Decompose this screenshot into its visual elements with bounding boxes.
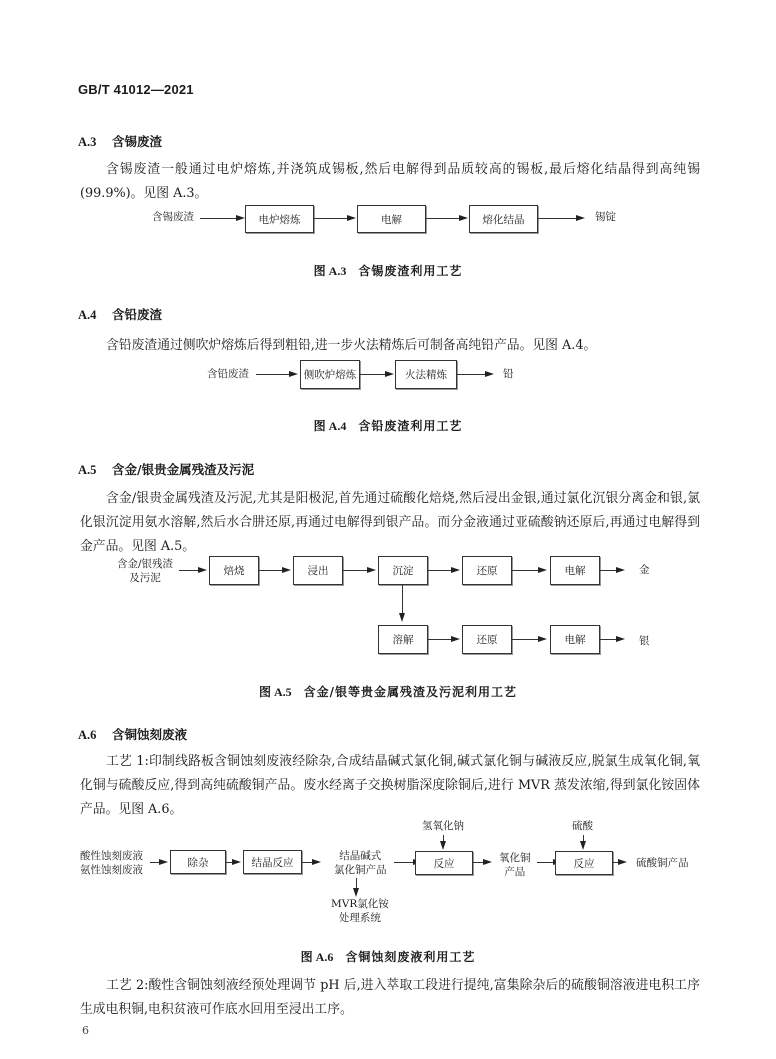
arrow-right-icon	[538, 567, 547, 573]
arrow-down-icon	[353, 888, 359, 897]
intermediate-line-1: 氧化铜	[499, 852, 531, 864]
arrow-right-icon	[159, 859, 168, 865]
input-line-1: 含金/银残渣	[117, 558, 174, 570]
figure-a6-intermediate-2	[499, 851, 531, 879]
figure-a4-input: 含铅废渣	[207, 368, 249, 380]
arrow-down-icon	[580, 841, 586, 850]
figure-a6-input	[80, 849, 143, 877]
figure-a6-step-1: 除杂	[170, 850, 226, 874]
arrow-right-icon	[367, 567, 376, 573]
arrow-right-icon	[198, 567, 207, 573]
arrow-line	[394, 862, 414, 863]
section-heading-a5	[78, 460, 254, 478]
section-a4-paragraph: 含铅废渣通过侧吹炉熔炼后得到粗铅,进一步火法精炼后可制备高纯铅产品。见图 A.4。	[106, 338, 597, 353]
section-number: A.3	[78, 135, 97, 149]
figure-a6-step-3: 反应	[415, 851, 473, 875]
arrow-line	[511, 639, 539, 640]
figure-a5-top-output: 金	[639, 564, 650, 576]
figure-a5-input	[117, 557, 173, 585]
figure-a5-caption	[0, 683, 776, 700]
arrow-line	[427, 570, 452, 571]
section-heading-a4	[78, 305, 162, 323]
arrow-right-icon	[485, 371, 494, 377]
arrow-line	[258, 570, 283, 571]
arrow-right-icon	[616, 636, 625, 642]
arrow-right-icon	[451, 636, 460, 642]
intermediate-line-2: 产品	[504, 866, 526, 878]
section-title: 含铜蚀刻废液	[112, 727, 188, 742]
arrow-right-icon	[618, 859, 627, 865]
figure-a5-bottom-output: 银	[639, 635, 650, 647]
figure-a3-caption	[0, 262, 776, 279]
figure-a4-step-1: 侧吹炉熔炼	[300, 360, 360, 389]
figure-a6-reagent-1: 氢氧化钠	[422, 820, 464, 832]
section-a3-paragraph: 含锡废渣一般通过电炉熔炼,并浇筑成锡板,然后电解得到品质较高的锡板,最后熔化结晶得到高纯锡(99.9%)。见图 A.3。	[80, 162, 700, 201]
figure-a6-reagent-2: 硫酸	[572, 820, 593, 832]
figure-number: 图 A.4	[313, 419, 347, 433]
figure-a3-step-3: 熔化结晶	[469, 205, 538, 233]
figure-a6-step-4: 反应	[555, 851, 613, 875]
figure-a3-step-2: 电解	[357, 205, 426, 233]
intermediate-line-2: 氯化铜产品	[334, 864, 387, 876]
arrow-right-icon	[616, 567, 625, 573]
arrow-line	[511, 570, 539, 571]
figure-a3-input: 含锡废渣	[152, 211, 194, 223]
arrow-right-icon	[312, 859, 321, 865]
figure-a3-step-1: 电炉熔炼	[245, 205, 314, 233]
arrow-line	[425, 218, 460, 219]
arrow-right-icon	[236, 215, 245, 221]
arrow-line	[537, 218, 577, 219]
figure-number: 图 A.3	[313, 264, 347, 278]
figure-title: 含铅废渣利用工艺	[358, 419, 463, 433]
arrow-line	[342, 570, 368, 571]
input-line-2: 氨性蚀刻废液	[80, 864, 143, 876]
standard-code: GB/T 41012—2021	[78, 82, 194, 97]
arrow-right-icon	[459, 215, 468, 221]
arrow-line	[456, 374, 486, 375]
figure-title: 含金/银等贵金属残渣及污泥利用工艺	[303, 685, 518, 699]
section-a5-paragraph: 含金/银贵金属残渣及污泥,尤其是阳极泥,首先通过硫酸化焙烧,然后浸出金银,通过氯化沉银分离金和银,氯化银沉淀用氨水溶解,然后水合肼还原,再通过电解得到银产品。而分金液通过亚硫酸钠还原后,再通过电解得到金产品。见图 A.5。	[80, 491, 700, 554]
arrow-right-icon	[347, 215, 356, 221]
arrow-line	[537, 862, 554, 863]
figure-a4-step-2: 火法精炼	[395, 360, 457, 389]
arrow-down-icon	[440, 841, 446, 850]
figure-title: 含锡废渣利用工艺	[358, 264, 463, 278]
figure-a6-intermediate-1	[334, 849, 387, 877]
arrow-line	[179, 570, 199, 571]
arrow-right-icon	[483, 859, 492, 865]
section-number: A.6	[78, 728, 97, 742]
figure-a5-top-step-1: 焙烧	[209, 556, 259, 585]
arrow-right-icon	[576, 215, 585, 221]
arrow-down-icon	[399, 613, 405, 622]
figure-a5-top-step-5: 电解	[550, 556, 600, 585]
side-line-2: 处理系统	[338, 912, 381, 924]
side-line-1: MVR氯化铵	[331, 898, 389, 910]
figure-number: 图 A.5	[258, 685, 292, 699]
arrow-right-icon	[232, 859, 241, 865]
arrow-line	[359, 374, 386, 375]
section-a6-paragraph-2: 工艺 2:酸性含铜蚀刻液经预处理调节 pH 后,进入萃取工段进行提纯,富集除杂后的硫酸铜溶液进电积工序生成电积铜,电积贫液可作底水回用至浸出工序。	[80, 978, 700, 1017]
arrow-line	[313, 218, 348, 219]
arrow-right-icon	[282, 567, 291, 573]
figure-a5-bottom-step-3: 电解	[550, 625, 600, 654]
section-heading-a6	[78, 725, 187, 743]
figure-a5-top-step-3: 沉淀	[378, 556, 428, 585]
figure-a6-caption	[0, 948, 776, 965]
arrow-line	[200, 218, 237, 219]
section-title: 含锡废渣	[112, 134, 163, 149]
arrow-line	[599, 639, 617, 640]
arrow-right-icon	[289, 371, 298, 377]
figure-a5-top-step-4: 还原	[462, 556, 512, 585]
figure-a4-caption	[0, 417, 776, 434]
arrow-line	[599, 570, 617, 571]
figure-title: 含铜蚀刻废液利用工艺	[345, 950, 476, 964]
input-line-1: 酸性蚀刻废液	[80, 850, 143, 862]
section-title: 含金/银贵金属残渣及污泥	[112, 462, 255, 477]
page-number: 6	[82, 1024, 89, 1037]
figure-a5-bottom-step-1: 溶解	[378, 625, 428, 654]
arrow-right-icon	[451, 567, 460, 573]
arrow-right-icon	[538, 636, 547, 642]
figure-a3-output: 锡锭	[595, 211, 616, 223]
figure-a5-bottom-step-2: 还原	[462, 625, 512, 654]
arrow-right-icon	[385, 371, 394, 377]
arrow-line	[427, 639, 452, 640]
figure-a6-step-2: 结晶反应	[243, 850, 302, 874]
section-heading-a3	[78, 132, 162, 150]
arrow-line	[402, 584, 403, 614]
section-a6-paragraph-1: 工艺 1:印制线路板含铜蚀刻废液经除杂,合成结晶碱式氯化铜,碱式氯化铜与碱液反应,脱氯生成氧化铜,氧化铜与硫酸反应,得到高纯硫酸铜产品。废水经离子交换树脂深度除铜后,进行 MVR 蒸发浓缩,得到氯化铵固体产品。见图 A.6。	[80, 754, 700, 817]
input-line-2: 及污泥	[129, 572, 161, 584]
figure-a5-top-step-2: 浸出	[293, 556, 343, 585]
figure-a6-side-output	[331, 897, 389, 925]
section-number: A.5	[78, 463, 97, 477]
arrow-line	[256, 374, 290, 375]
figure-a4-output: 铅	[503, 368, 514, 380]
section-title: 含铅废渣	[112, 307, 163, 322]
intermediate-line-1: 结晶碱式	[339, 850, 382, 862]
section-number: A.4	[78, 308, 97, 322]
figure-a6-output: 硫酸铜产品	[636, 857, 689, 869]
figure-number: 图 A.6	[300, 950, 334, 964]
